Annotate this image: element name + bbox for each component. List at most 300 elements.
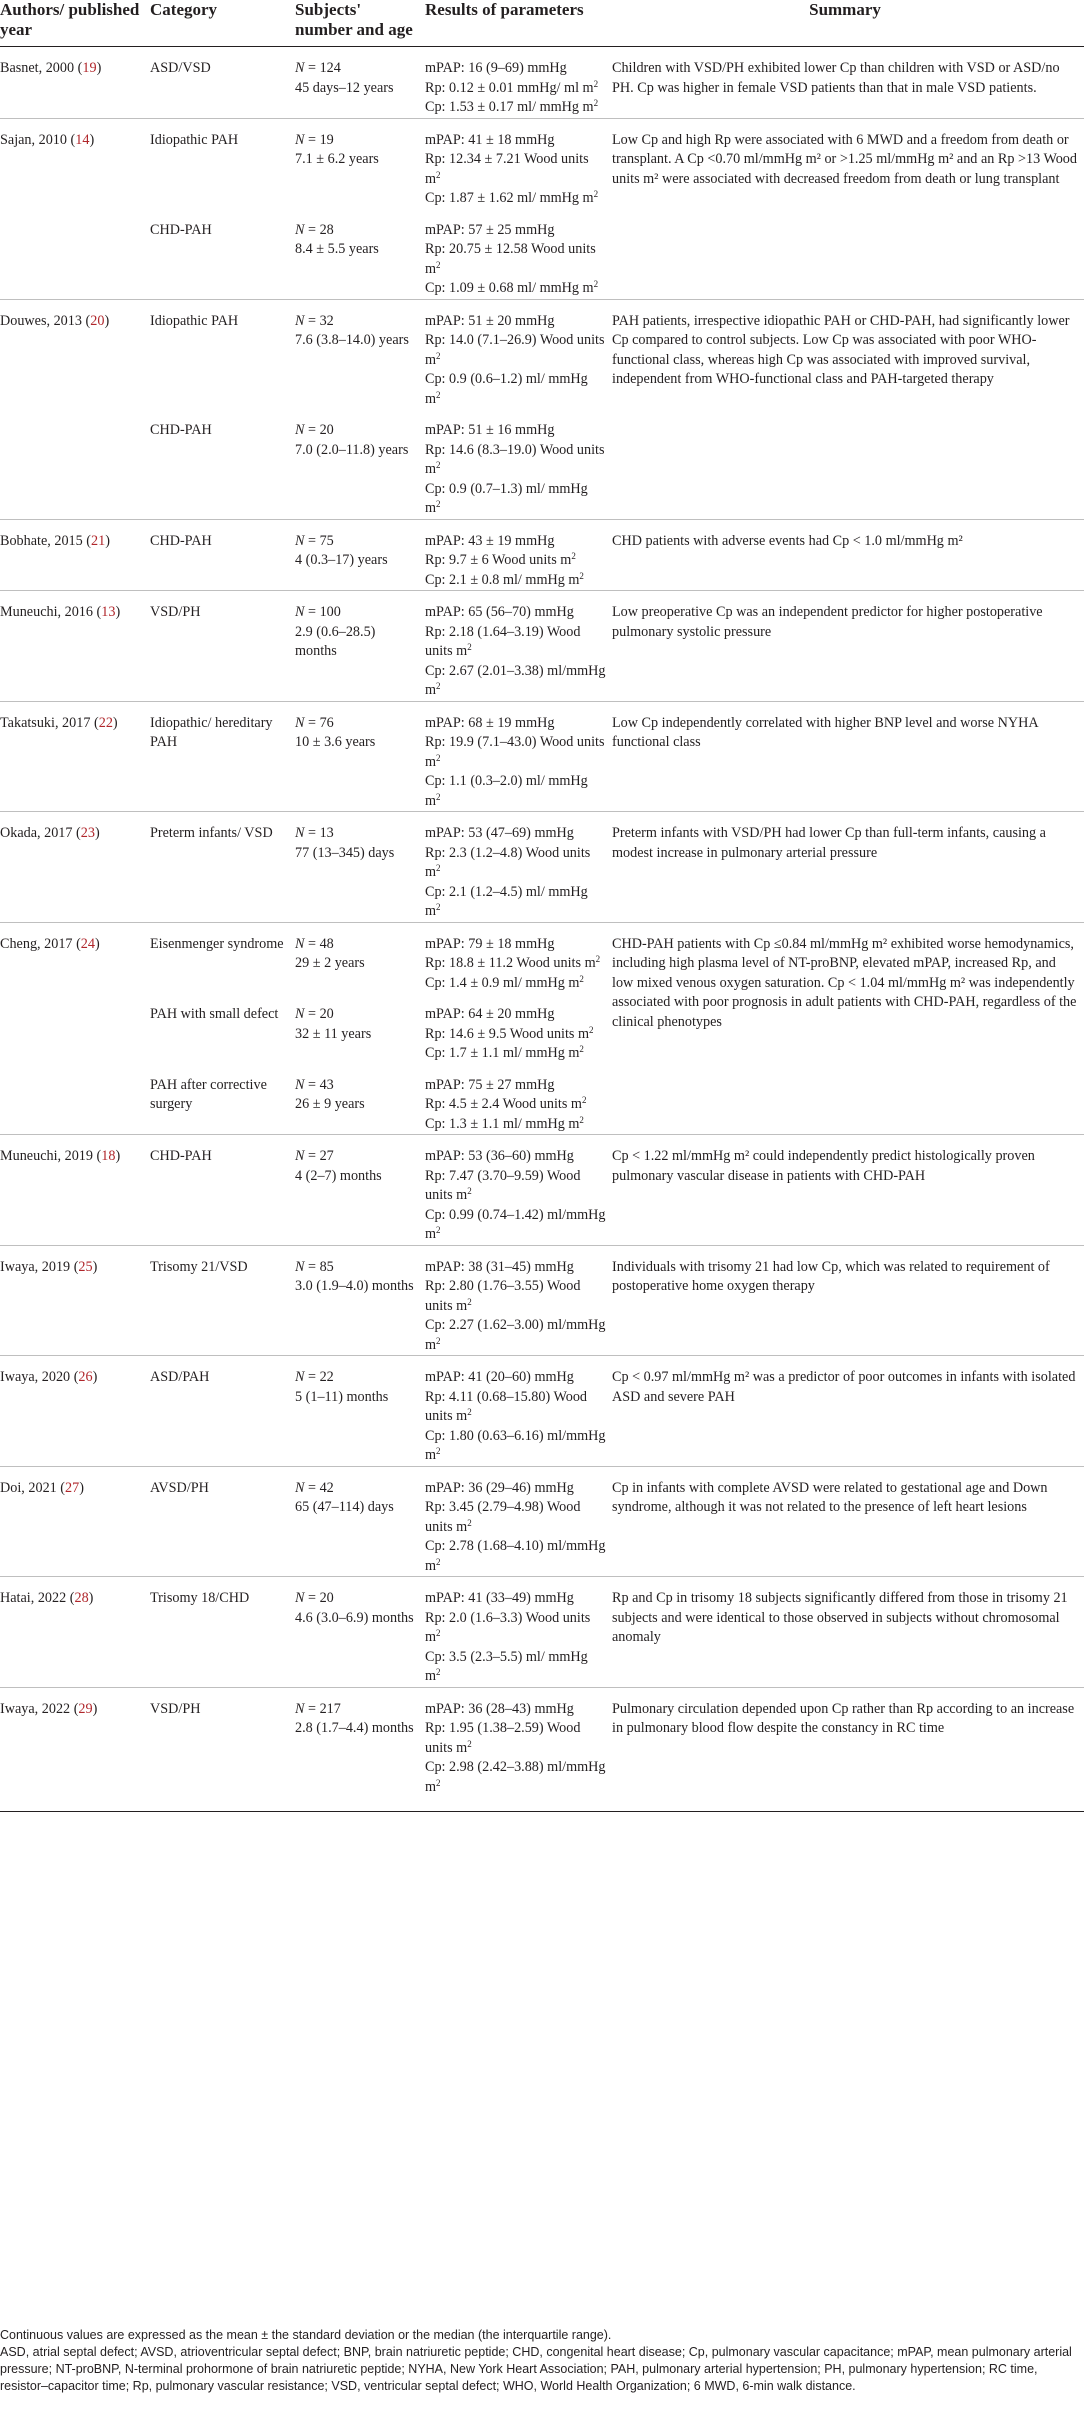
cp-line xyxy=(425,279,606,299)
cp-value: Cp: 1.53 ± 0.17 ml/ mmHg m xyxy=(425,99,594,115)
subject-age: 4.6 (3.0–6.9) months xyxy=(295,1609,414,1626)
summary-cell xyxy=(612,1135,1084,1246)
subject-age: 2.9 (0.6–28.5) months xyxy=(295,623,376,659)
squared-sup: 2 xyxy=(436,752,441,763)
n-label: N xyxy=(295,60,305,76)
category-text: VSD/PH xyxy=(150,604,201,620)
subject-count-value: 76 xyxy=(319,714,334,731)
summary-text: Cp in infants with complete AVSD were related to gestational age and Down syndrome, although it was not related to the presence of left heart lesions xyxy=(612,1479,1048,1515)
squared-sup: 2 xyxy=(579,570,584,581)
reference-link[interactable]: 13 xyxy=(101,604,116,620)
squared-sup: 2 xyxy=(579,973,584,984)
subjects-cell xyxy=(295,1064,425,1135)
author-year: Iwaya, 2019 xyxy=(0,1258,71,1275)
squared-sup: 2 xyxy=(436,1446,441,1456)
subjects-cell xyxy=(295,47,425,119)
subject-count-value: 20 xyxy=(319,1590,334,1606)
n-label: N xyxy=(295,312,305,329)
category-text: CHD-PAH xyxy=(150,422,212,438)
results-cell xyxy=(425,591,612,702)
rp-value: Rp: 2.80 (1.76–3.55) Wood units m xyxy=(425,1278,581,1314)
author-cell: Iwaya, 2019 (25) xyxy=(0,1245,150,1356)
category-text: AVSD/PH xyxy=(150,1479,209,1496)
subjects-cell xyxy=(295,1577,425,1688)
author-cell: Takatsuki, 2017 (22) xyxy=(0,701,150,812)
subject-count-value: 22 xyxy=(319,1369,334,1385)
mpap-value: mPAP: 57 ± 25 mmHg xyxy=(425,221,555,238)
subject-count: N = 20 xyxy=(295,422,334,438)
rp-line xyxy=(425,623,606,662)
category-cell xyxy=(150,1245,295,1356)
subjects-cell xyxy=(295,591,425,702)
reference-link[interactable]: 22 xyxy=(98,714,113,731)
mpap-value: mPAP: 53 (36–60) mmHg xyxy=(425,1148,574,1164)
subject-count-value: 20 xyxy=(319,1006,334,1022)
category-cell xyxy=(150,47,295,119)
header-category: Category xyxy=(150,0,295,47)
results-cell xyxy=(425,1577,612,1688)
subject-count: N = 85 xyxy=(295,1258,334,1275)
cp-line xyxy=(425,1537,606,1576)
summary-cell xyxy=(612,1577,1084,1688)
author-year: Sajan, 2010 xyxy=(0,131,67,148)
category-text: PAH with small defect xyxy=(150,1006,279,1022)
category-cell xyxy=(150,701,295,812)
squared-sup: 2 xyxy=(436,169,441,180)
rp-line xyxy=(425,331,606,370)
cp-value: Cp: 2.27 (1.62–3.00) ml/mmHg m xyxy=(425,1317,606,1353)
rp-value: Rp: 2.18 (1.64–3.19) Wood units m xyxy=(425,623,581,659)
subjects-cell xyxy=(295,519,425,591)
cp-line xyxy=(425,1316,606,1355)
reference-link[interactable]: 18 xyxy=(101,1148,116,1164)
cp-line xyxy=(425,1044,606,1064)
summary-text: Cp < 0.97 ml/mmHg m² was a predictor of poor outcomes in infants with isolated ASD and severe PAH xyxy=(612,1369,1076,1405)
header-results: Results of parameters xyxy=(425,0,612,47)
rp-line xyxy=(425,1719,606,1758)
rp-value: Rp: 2.3 (1.2–4.8) Wood units m xyxy=(425,844,591,880)
results-cell xyxy=(425,409,612,519)
subject-count: N = 27 xyxy=(295,1148,334,1164)
author-year: Okada, 2017 xyxy=(0,825,73,841)
n-label: N xyxy=(295,825,305,841)
subject-count: N = 13 xyxy=(295,825,334,841)
category-text: ASD/VSD xyxy=(150,60,211,76)
cp-line xyxy=(425,1206,606,1245)
rp-value: Rp: 1.95 (1.38–2.59) Wood units m xyxy=(425,1720,581,1756)
header-authors: Authors/ published year xyxy=(0,0,150,47)
mpap-value: mPAP: 41 (20–60) mmHg xyxy=(425,1369,574,1385)
mpap-value: mPAP: 64 ± 20 mmHg xyxy=(425,1006,555,1022)
summary-cell xyxy=(612,922,1084,1135)
mpap-value: mPAP: 43 ± 19 mmHg xyxy=(425,532,555,549)
squared-sup: 2 xyxy=(436,460,441,470)
category-text: CHD-PAH xyxy=(150,1148,212,1164)
subject-count-value: 100 xyxy=(319,604,341,620)
summary-text: Low Cp and high Rp were associated with 6 MWD and a freedom from death or transplant. A Cp <0.70 ml/mmHg m² or >1.25 ml/mmHg m² and an Rp >13 Wood units m² were associated with decreased freedom from death or lung transplant xyxy=(612,131,1077,187)
subjects-cell xyxy=(295,209,425,300)
summary-text: Low Cp independently correlated with higher BNP level and worse NYHA functional class xyxy=(612,714,1038,750)
reference-link[interactable]: 28 xyxy=(74,1590,89,1606)
cp-value: Cp: 2.1 (1.2–4.5) ml/ mmHg m xyxy=(425,883,588,919)
squared-sup: 2 xyxy=(436,791,441,802)
cp-value: Cp: 3.5 (2.3–5.5) ml/ mmHg m xyxy=(425,1648,588,1684)
author-cell: Iwaya, 2022 (29) xyxy=(0,1687,150,1812)
category-text: Trisomy 18/CHD xyxy=(150,1590,250,1606)
n-label: N xyxy=(295,1590,305,1606)
results-cell xyxy=(425,1064,612,1135)
category-text: Idiopathic/ hereditary PAH xyxy=(150,714,273,750)
rp-value: Rp: 19.9 (7.1–43.0) Wood units m xyxy=(425,734,605,770)
cp-line xyxy=(425,1427,606,1466)
subjects-cell xyxy=(295,1687,425,1812)
category-text: Eisenmenger syndrome xyxy=(150,935,284,952)
squared-sup: 2 xyxy=(436,902,441,912)
author-cell: Basnet, 2000 (19) xyxy=(0,60,102,76)
subjects-cell xyxy=(295,701,425,812)
subject-age: 4 (2–7) months xyxy=(295,1167,382,1184)
author-year: Muneuchi, 2016 xyxy=(0,604,93,620)
author-cell: Bobhate, 2015 (21) xyxy=(0,519,150,591)
rp-value: Rp: 18.8 ± 11.2 Wood units m xyxy=(425,955,596,971)
reference-link[interactable]: 14 xyxy=(75,131,90,148)
squared-sup: 2 xyxy=(436,1556,441,1567)
squared-sup: 2 xyxy=(467,642,472,652)
summary-cell xyxy=(612,812,1084,923)
category-text: PAH after corrective surgery xyxy=(150,1076,267,1112)
cp-line xyxy=(425,1648,606,1687)
summary-text: Individuals with trisomy 21 had low Cp, which was related to requirement of postoperative home oxygen therapy xyxy=(612,1258,1050,1294)
author-year: Bobhate, 2015 xyxy=(0,532,83,549)
squared-sup: 2 xyxy=(436,259,441,270)
summary-text: PAH patients, irrespective idiopathic PAH or CHD-PAH, had significantly lower Cp compared to control subjects. Low Cp was associated with poor WHO-functional class, whereas high Cp was associated with improved survival, independent from WHO-functional class and PAH-targeted therapy xyxy=(612,312,1070,387)
summary-text: Children with VSD/PH exhibited lower Cp than children with VSD or ASD/no PH. Cp was higher in female VSD patients than that in male VSD patients. xyxy=(612,60,1060,96)
subjects-cell xyxy=(295,1135,425,1246)
author-year: Iwaya, 2022 xyxy=(0,1700,71,1717)
mpap-value: mPAP: 79 ± 18 mmHg xyxy=(425,935,555,952)
squared-sup: 2 xyxy=(467,1738,472,1749)
author-year: Muneuchi, 2019 xyxy=(0,1148,93,1164)
subject-age: 7.0 (2.0–11.8) years xyxy=(295,441,409,458)
n-label: N xyxy=(295,422,305,438)
squared-sup: 2 xyxy=(593,279,599,289)
table-row xyxy=(0,1356,1084,1467)
table-row xyxy=(0,47,1084,119)
subject-count: N = 124 xyxy=(295,60,341,76)
rp-line xyxy=(425,79,606,99)
subject-count-value: 27 xyxy=(319,1148,334,1164)
cp-value: Cp: 2.67 (2.01–3.38) ml/mmHg m xyxy=(425,662,606,698)
mpap-value: mPAP: 36 (29–46) mmHg xyxy=(425,1479,574,1496)
reference-link[interactable]: 26 xyxy=(78,1369,93,1385)
category-cell xyxy=(150,1064,295,1135)
subjects-cell xyxy=(295,1245,425,1356)
category-cell xyxy=(150,812,295,923)
summary-cell xyxy=(612,1687,1084,1812)
cp-line xyxy=(425,974,606,994)
mpap-value: mPAP: 68 ± 19 mmHg xyxy=(425,714,555,731)
reference-link[interactable]: 19 xyxy=(82,60,97,76)
category-text: CHD-PAH xyxy=(150,221,212,238)
subject-count: N = 20 xyxy=(295,1590,334,1606)
table-row xyxy=(0,812,1084,923)
reference-link[interactable]: 25 xyxy=(78,1258,93,1275)
cp-line xyxy=(425,480,606,519)
subject-count: N = 20 xyxy=(295,1006,334,1022)
reference-link[interactable]: 20 xyxy=(90,312,105,329)
cp-value: Cp: 1.87 ± 1.62 ml/ mmHg m xyxy=(425,190,594,206)
n-label: N xyxy=(295,935,305,952)
rp-value: Rp: 9.7 ± 6 Wood units m xyxy=(425,552,572,568)
subject-count: N = 100 xyxy=(295,604,341,620)
category-text: CHD-PAH xyxy=(150,532,212,549)
cp-line xyxy=(425,189,606,209)
author-cell: Cheng, 2017 (24) xyxy=(0,922,150,1135)
cp-value: Cp: 2.78 (1.68–4.10) ml/mmHg m xyxy=(425,1538,606,1574)
squared-sup: 2 xyxy=(467,1186,472,1196)
rp-value: Rp: 4.5 ± 2.4 Wood units m xyxy=(425,1096,582,1112)
n-label: N xyxy=(295,1700,305,1717)
subject-count-value: 85 xyxy=(319,1258,334,1275)
rp-line xyxy=(425,733,606,772)
author-cell: Hatai, 2022 (28) xyxy=(0,1577,150,1688)
results-cell xyxy=(425,209,612,300)
cp-value: Cp: 2.1 ± 0.8 ml/ mmHg m xyxy=(425,571,580,588)
author-year: Takatsuki, 2017 xyxy=(0,714,91,731)
subject-age: 4 (0.3–17) years xyxy=(295,552,388,568)
category-cell xyxy=(150,209,295,300)
cp-value: Cp: 1.1 (0.3–2.0) ml/ mmHg m xyxy=(425,773,588,809)
squared-sup: 2 xyxy=(436,681,441,691)
author-year: Basnet, 2000 xyxy=(0,60,75,76)
rp-line xyxy=(425,1498,606,1537)
subject-age: 10 ± 3.6 years xyxy=(295,734,376,750)
rp-value: Rp: 14.6 (8.3–19.0) Wood units m xyxy=(425,441,605,477)
summary-cell xyxy=(612,1356,1084,1467)
n-label: N xyxy=(295,1479,305,1496)
summary-cell xyxy=(612,701,1084,812)
author-cell: Douwes, 2013 (20) xyxy=(0,299,150,519)
subject-age: 3.0 (1.9–4.0) months xyxy=(295,1278,414,1294)
summary-text: Rp and Cp in trisomy 18 subjects significantly differed from those in trisomy 21 subjects and were identical to those observed in subjects without chromosomal anomaly xyxy=(612,1590,1068,1645)
subject-count-value: 13 xyxy=(319,825,334,841)
n-label: N xyxy=(295,131,305,148)
reference-link[interactable]: 24 xyxy=(80,935,95,952)
rp-value: Rp: 14.6 ± 9.5 Wood units m xyxy=(425,1025,590,1042)
squared-sup: 2 xyxy=(436,863,441,873)
mpap-value: mPAP: 36 (28–43) mmHg xyxy=(425,1700,574,1717)
squared-sup: 2 xyxy=(467,1517,472,1528)
results-cell xyxy=(425,1466,612,1577)
reference-link[interactable]: 21 xyxy=(91,532,106,549)
squared-sup: 2 xyxy=(467,1407,472,1417)
subject-count: N = 75 xyxy=(295,532,334,549)
results-cell xyxy=(425,519,612,591)
summary-cell xyxy=(612,1245,1084,1356)
category-cell xyxy=(150,299,295,409)
subjects-cell xyxy=(295,922,425,993)
reference-link[interactable]: 29 xyxy=(78,1700,93,1717)
summary-text: Cp < 1.22 ml/mmHg m² could independently predict histologically proven pulmonary vascular disease in patients with CHD-PAH xyxy=(612,1148,1035,1184)
squared-sup: 2 xyxy=(593,189,599,199)
subject-count: N = 43 xyxy=(295,1076,334,1093)
subjects-cell xyxy=(295,409,425,519)
subjects-cell xyxy=(295,1466,425,1577)
cp-value: Cp: 1.4 ± 0.9 ml/ mmHg m xyxy=(425,974,580,991)
category-cell xyxy=(150,1356,295,1467)
category-cell xyxy=(150,1687,295,1812)
results-cell xyxy=(425,922,612,993)
mpap-value: mPAP: 51 ± 20 mmHg xyxy=(425,312,555,329)
header-row xyxy=(0,0,1084,47)
subject-count: N = 48 xyxy=(295,935,334,952)
squared-sup: 2 xyxy=(595,954,601,964)
subject-age: 65 (47–114) days xyxy=(295,1499,394,1515)
summary-cell xyxy=(612,118,1084,299)
table-row xyxy=(0,591,1084,702)
table-row xyxy=(0,1577,1084,1688)
subject-count: N = 217 xyxy=(295,1700,341,1717)
n-label: N xyxy=(295,604,305,620)
mpap-value: mPAP: 75 ± 27 mmHg xyxy=(425,1076,555,1093)
squared-sup: 2 xyxy=(436,350,441,361)
author-year: Hatai, 2022 xyxy=(0,1590,67,1606)
table-row xyxy=(0,1687,1084,1812)
table-row xyxy=(0,118,1084,209)
subject-age: 5 (1–11) months xyxy=(295,1388,389,1405)
rp-line xyxy=(425,1609,606,1648)
squared-sup: 2 xyxy=(467,1296,472,1307)
author-cell: Iwaya, 2020 (26) xyxy=(0,1356,150,1467)
category-text: Idiopathic PAH xyxy=(150,312,239,329)
mpap-value: mPAP: 16 (9–69) mmHg xyxy=(425,60,567,76)
squared-sup: 2 xyxy=(571,551,576,561)
table-footnote-abbreviations: ASD, atrial septal defect; AVSD, atrioventricular septal defect; BNP, brain natriuretic peptide; CHD, congenital heart disease; Cp, pulmonary vascular capacitance; mPAP, mean pulmonary arterial pressure; NT-proBNP, N-terminal prohormone of brain natriuretic peptide; NYHA, New York Heart Association; PAH, pulmonary arterial hypertension; PH, pulmonary hypertension; RC time, resistor–capacitor time; Rp, pulmonary vascular resistance; VSD, ventricular septal defect; WHO, World Health Organization; 6 MWD, 6-min walk distance. xyxy=(0,2345,1072,2393)
n-label: N xyxy=(295,221,305,238)
subject-count: N = 28 xyxy=(295,221,334,238)
table-row xyxy=(0,1135,1084,1246)
subjects-cell xyxy=(295,299,425,409)
squared-sup: 2 xyxy=(436,1628,441,1638)
squared-sup: 2 xyxy=(593,78,599,89)
subject-count-value: 19 xyxy=(319,131,334,148)
summary-text: CHD patients with adverse events had Cp < 1.0 ml/mmHg m² xyxy=(612,532,963,549)
rp-value: Rp: 4.11 (0.68–15.80) Wood units m xyxy=(425,1388,588,1424)
squared-sup: 2 xyxy=(436,1667,441,1677)
results-cell xyxy=(425,993,612,1064)
subject-age: 7.1 ± 6.2 years xyxy=(295,151,379,167)
header-summary: Summary xyxy=(612,0,1084,47)
results-cell xyxy=(425,299,612,409)
subject-age: 8.4 ± 5.5 years xyxy=(295,241,379,257)
squared-sup: 2 xyxy=(436,1335,441,1346)
cp-value: Cp: 0.9 (0.7–1.3) ml/ mmHg m xyxy=(425,480,588,516)
summary-cell xyxy=(612,299,1084,519)
cp-value: Cp: 0.99 (0.74–1.42) ml/mmHg m xyxy=(425,1206,606,1242)
summary-cell xyxy=(612,1466,1084,1577)
summary-text: Pulmonary circulation depended upon Cp rather than Rp according to an increase in pulmonary blood flow despite the constancy in RC time xyxy=(612,1700,1075,1736)
cp-value: Cp: 1.3 ± 1.1 ml/ mmHg m xyxy=(425,1115,580,1132)
rp-line xyxy=(425,240,606,279)
subject-count-value: 43 xyxy=(319,1076,334,1093)
subject-count-value: 48 xyxy=(319,935,334,952)
mpap-value: mPAP: 41 ± 18 mmHg xyxy=(425,131,555,148)
summary-text: Low preoperative Cp was an independent predictor for higher postoperative pulmonary systolic pressure xyxy=(612,604,1043,640)
category-cell xyxy=(150,591,295,702)
subject-count-value: 28 xyxy=(319,221,334,238)
cp-value: Cp: 2.98 (2.42–3.88) ml/mmHg m xyxy=(425,1759,606,1795)
subjects-cell xyxy=(295,1356,425,1467)
squared-sup: 2 xyxy=(436,1225,441,1235)
category-cell xyxy=(150,1466,295,1577)
n-label: N xyxy=(295,1006,305,1022)
subject-count-value: 42 xyxy=(319,1479,334,1496)
category-cell xyxy=(150,993,295,1064)
author-cell: Okada, 2017 (23) xyxy=(0,812,150,923)
rp-line xyxy=(425,1095,606,1115)
author-year: Cheng, 2017 xyxy=(0,935,73,952)
header-subjects: Subjects' number and age xyxy=(295,0,425,47)
reference-link[interactable]: 27 xyxy=(65,1479,80,1496)
results-cell xyxy=(425,701,612,812)
rp-line xyxy=(425,954,606,974)
summary-cell xyxy=(612,591,1084,702)
table-row xyxy=(0,519,1084,591)
subject-count: N = 76 xyxy=(295,714,334,731)
subject-age: 45 days–12 years xyxy=(295,79,394,96)
cp-line xyxy=(425,370,606,409)
subject-age: 2.8 (1.7–4.4) months xyxy=(295,1720,414,1736)
results-cell xyxy=(425,118,612,209)
subject-count: N = 19 xyxy=(295,131,334,148)
subject-age: 29 ± 2 years xyxy=(295,955,365,971)
table-footnote-values: Continuous values are expressed as the mean ± the standard deviation or the median (the interquartile range). xyxy=(0,2328,612,2342)
category-text: Preterm infants/ VSD xyxy=(150,825,273,841)
mpap-value: mPAP: 38 (31–45) mmHg xyxy=(425,1258,574,1275)
rp-value: Rp: 0.12 ± 0.01 mmHg/ ml m xyxy=(425,79,594,96)
cp-line xyxy=(425,571,606,591)
category-cell xyxy=(150,1135,295,1246)
rp-line xyxy=(425,844,606,883)
subject-count-value: 32 xyxy=(319,312,334,329)
results-cell xyxy=(425,1356,612,1467)
table-row xyxy=(0,1245,1084,1356)
mpap-value: mPAP: 51 ± 16 mmHg xyxy=(425,422,555,438)
author-year: Doi, 2021 xyxy=(0,1479,57,1496)
cp-value: Cp: 1.09 ± 0.68 ml/ mmHg m xyxy=(425,280,594,296)
author-cell: Doi, 2021 (27) xyxy=(0,1466,150,1577)
summary-text: CHD-PAH patients with Cp ≤0.84 ml/mmHg m² exhibited worse hemodynamics, including high plasma level of NT-proBNP, elevated mPAP, increased Rp, and low mixed venous oxygen saturation. Cp < 1.04 ml/mmHg m² was independently associated with poor prognosis in adult patients with CHD-PAH, regardless of the clinical phenotypes xyxy=(612,935,1077,1030)
rp-line xyxy=(425,1025,606,1045)
rp-line xyxy=(425,441,606,480)
table-row xyxy=(0,701,1084,812)
author-cell: Sajan, 2010 (14) xyxy=(0,118,150,299)
mpap-value: mPAP: 41 (33–49) mmHg xyxy=(425,1590,574,1606)
subject-age: 77 (13–345) days xyxy=(295,844,395,861)
cp-line xyxy=(425,1758,606,1797)
squared-sup: 2 xyxy=(436,389,441,400)
reference-link[interactable]: 23 xyxy=(80,825,95,841)
category-cell xyxy=(150,519,295,591)
squared-sup: 2 xyxy=(579,1044,584,1054)
author-year: Iwaya, 2020 xyxy=(0,1369,71,1385)
cp-line xyxy=(425,98,606,118)
subject-count: N = 22 xyxy=(295,1369,334,1385)
author-cell: Muneuchi, 2016 (13) xyxy=(0,591,150,702)
squared-sup: 2 xyxy=(593,98,599,108)
squared-sup: 2 xyxy=(436,1777,441,1788)
rp-value: Rp: 20.75 ± 12.58 Wood units m xyxy=(425,241,596,277)
